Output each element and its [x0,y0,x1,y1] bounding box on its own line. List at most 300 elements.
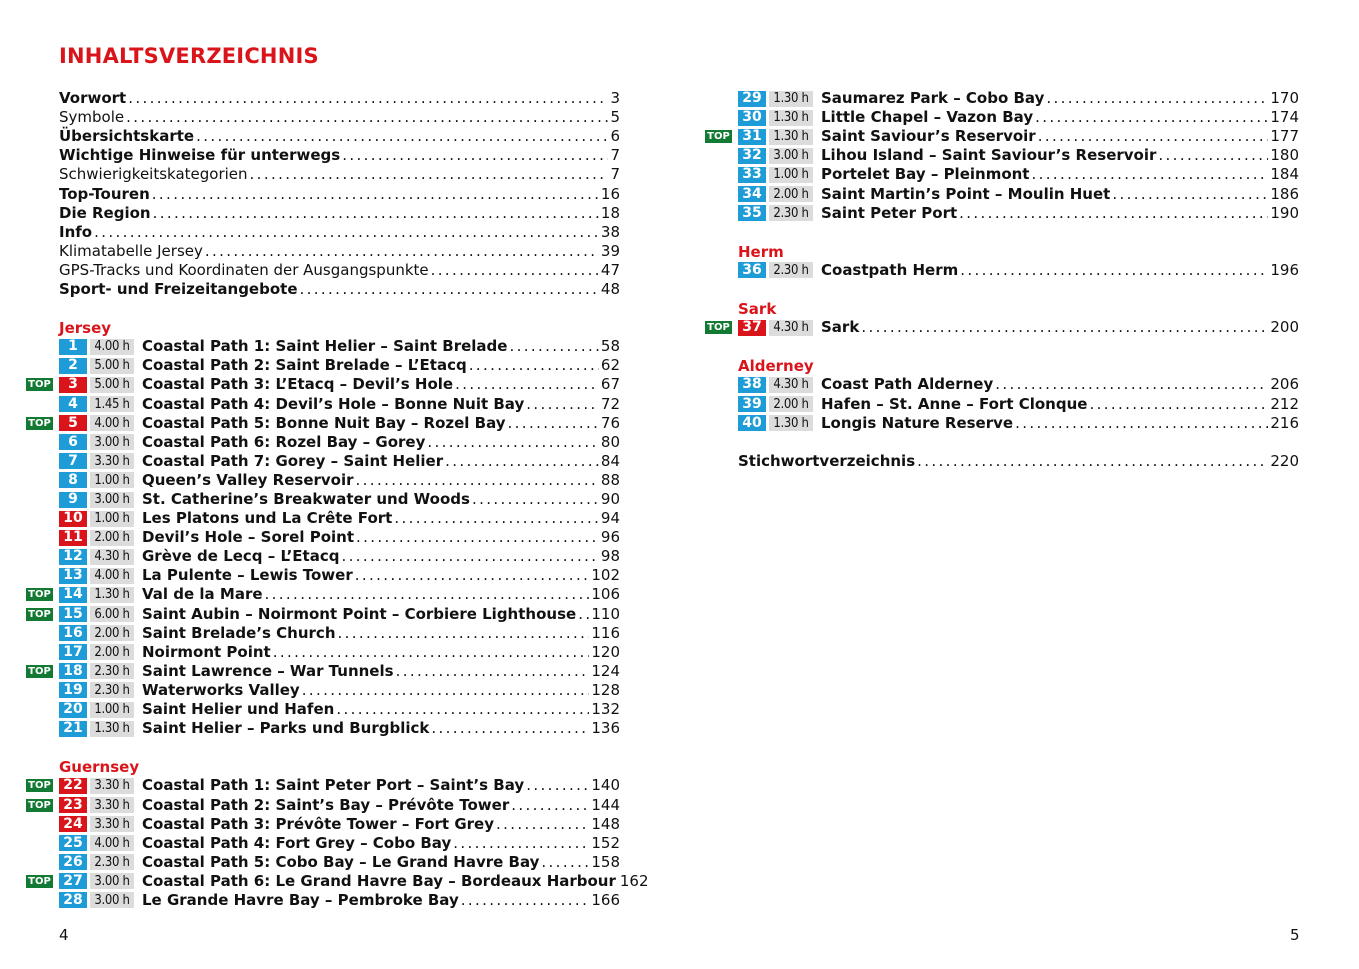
tour-page: 144 [591,795,620,814]
tour-title: Grève de Lecq – L’Etacq [142,547,340,566]
toc-entry-page: 6 [610,127,620,146]
tour-page: 116 [591,623,620,642]
tour-entry[interactable] [705,318,1299,337]
tour-page: 158 [591,852,620,871]
tour-page: 120 [591,642,620,661]
tour-number: 33 [738,167,766,183]
leader-dots [265,585,590,604]
toc-entry-title: Klimatabelle Jersey [59,241,203,260]
top-badge-placeholder [26,474,53,487]
toc-entry[interactable] [26,261,620,280]
tour-title: Val de la Mare [142,585,263,604]
tour-duration: 4.00 h [90,568,134,584]
tour-title: Coastpath Herm [821,260,959,279]
tour-entry[interactable] [26,871,649,891]
top-badge-placeholder [26,436,53,449]
tour-entry[interactable] [705,89,1299,108]
top-badge: TOP [26,588,53,601]
tour-duration: 1.30 h [769,110,813,126]
top-badge-placeholder [26,569,53,582]
tour-title: Sark [821,318,860,337]
leader-dots [861,318,1268,337]
tour-title: Waterworks Valley [142,680,300,699]
top-badge-placeholder [26,493,53,506]
leader-dots [152,185,599,204]
leader-dots [300,280,599,299]
tour-page: 88 [600,470,620,489]
page-number-left: 4 [59,926,69,944]
tour-title: Saint Helier – Parks und Burgblick [142,719,430,738]
tour-duration: 3.00 h [90,873,134,889]
tour-number: 23 [59,797,87,813]
tour-duration: 4.30 h [90,549,134,565]
leader-dots [302,681,590,700]
toc-entry-title: Wichtige Hinweise für unterwegs [59,146,341,165]
tour-number: 14 [59,587,87,603]
toc-entry-page: 5 [610,108,620,127]
tour-page: 67 [600,375,620,394]
tour-page: 90 [600,490,620,509]
tour-title: Saumarez Park – Cobo Bay [821,89,1045,108]
tour-entry[interactable] [26,528,620,547]
tour-entry[interactable] [26,834,620,853]
leader-dots [431,261,599,280]
tour-duration: 3.00 h [90,892,134,908]
tour-page: 96 [600,528,620,547]
tour-page: 177 [1270,127,1299,146]
leader-dots [1035,108,1268,127]
tour-duration: 1.30 h [769,415,813,431]
tour-title: Coastal Path 5: Cobo Bay – Le Grand Havre Bay [142,852,540,871]
toc-entry-page: 7 [610,165,620,184]
top-badge-placeholder [26,455,53,468]
leader-dots [526,776,589,795]
leader-dots [355,566,590,585]
leader-dots [356,471,599,490]
tour-number: 37 [738,320,766,336]
tour-page: 216 [1270,413,1299,432]
tour-page: 128 [591,680,620,699]
tour-title: Coastal Path 6: Rozel Bay – Gorey [142,432,426,451]
tour-number: 27 [59,873,87,889]
tour-entry[interactable] [705,165,1299,184]
top-badge: TOP [26,608,53,621]
section-heading-guernsey: Guernsey [59,758,140,777]
leader-dots [342,146,608,165]
leader-dots [917,452,1268,471]
spacer [26,299,620,318]
tour-title: Coast Path Alderney [821,375,994,394]
top-badge-placeholder [26,818,53,831]
leader-dots [427,433,599,452]
toc-entry-page: 48 [600,279,620,298]
top-badge-placeholder [26,627,53,640]
tour-duration: 2.00 h [90,530,134,546]
tour-entry[interactable] [26,795,620,814]
top-badge-placeholder [26,512,53,525]
tour-number: 25 [59,835,87,851]
tour-duration: 3.30 h [90,816,134,832]
tour-page: 162 [619,871,649,890]
tour-entry[interactable] [705,108,1299,127]
tour-duration: 5.00 h [90,377,134,393]
tour-entry[interactable] [705,395,1299,414]
toc-entry[interactable] [26,127,620,146]
section-heading-alderney: Alderney [738,357,814,376]
tour-entry[interactable] [705,184,1299,203]
leader-dots [496,815,589,834]
leader-dots [94,223,599,242]
tour-title: Le Grande Havre Bay – Pembroke Bay [142,890,459,909]
tour-page: 186 [1270,184,1299,203]
tour-page: 132 [591,700,620,719]
leader-dots [1031,165,1268,184]
tour-duration: 3.00 h [769,148,813,164]
tour-page: 84 [600,451,620,470]
tour-page: 206 [1270,375,1299,394]
top-badge: TOP [26,799,53,812]
tour-entry[interactable] [26,643,620,662]
tour-page: 136 [591,719,620,738]
page-title: INHALTSVERZEICHNIS [59,44,319,68]
top-badge-placeholder [26,359,53,372]
tour-number: 39 [738,396,766,412]
tour-duration: 2.00 h [769,186,813,202]
tour-title: Saint Saviour’s Reservoir [821,127,1036,146]
toc-entry-title: Symbole [59,108,125,127]
tour-page: 124 [591,661,620,680]
toc-entry-title: Übersichtskarte [59,127,195,146]
tour-number: 4 [59,396,87,412]
toc-entry[interactable] [26,184,620,203]
tour-title: Saint Aubin – Noirmont Point – Corbiere Lighthouse [142,604,577,623]
tour-entry[interactable] [26,375,620,394]
tour-duration: 2.30 h [769,205,813,221]
tour-entry[interactable] [26,815,620,834]
tour-page: 140 [591,776,620,795]
tour-entry[interactable] [26,509,620,528]
leader-dots [431,719,589,738]
tour-duration: 1.30 h [90,587,134,603]
tour-page: 212 [1270,394,1299,413]
top-badge-placeholder [26,550,53,563]
leader-dots [338,624,590,643]
tour-number: 32 [738,148,766,164]
leader-dots [250,165,609,184]
tour-page: 184 [1270,165,1299,184]
tour-entry[interactable] [705,414,1299,433]
tour-entry[interactable] [26,452,620,471]
leader-dots [336,700,589,719]
tour-number: 35 [738,205,766,221]
tour-duration: 2.00 h [769,396,813,412]
tour-number: 31 [738,129,766,145]
tour-page: 58 [600,337,620,356]
tour-entry[interactable] [26,585,620,604]
toc-entry-title: Stichwortverzeichnis [738,451,916,470]
tour-entry[interactable] [26,547,620,566]
tour-page: 190 [1270,203,1299,222]
toc-entry-title: Schwierigkeitskategorien [59,165,248,184]
tour-duration: 2.30 h [90,663,134,679]
tour-title: St. Catherine’s Breakwater und Woods [142,490,470,509]
tour-entry[interactable] [705,375,1299,394]
tour-entry[interactable] [26,605,620,624]
tour-number: 22 [59,778,87,794]
tour-title: Coastal Path 2: Saint Brelade – L’Etacq [142,356,467,375]
tour-duration: 1.30 h [90,721,134,737]
leader-dots [394,509,599,528]
leader-dots [461,891,590,910]
tour-duration: 1.00 h [90,472,134,488]
section-heading-herm: Herm [738,242,784,261]
leader-dots [205,242,599,261]
tour-entry[interactable] [26,395,620,414]
tour-number: 28 [59,892,87,908]
tour-number: 26 [59,854,87,870]
leader-dots [508,414,599,433]
tour-number: 30 [738,110,766,126]
toc-entry[interactable] [26,165,620,184]
leader-dots [1158,146,1268,165]
tour-number: 24 [59,816,87,832]
tour-entry[interactable] [26,337,620,356]
tour-duration: 2.00 h [90,644,134,660]
tour-page: 80 [600,432,620,451]
toc-left-column [26,89,649,910]
tour-number: 40 [738,415,766,431]
toc-entry-page: 3 [610,89,620,108]
tour-duration: 4.00 h [90,415,134,431]
tour-title: Les Platons und La Crête Fort [142,509,393,528]
tour-entry[interactable] [705,204,1299,223]
tour-page: 76 [600,413,620,432]
tour-title: Coastal Path 5: Bonne Nuit Bay – Rozel Bay [142,413,506,432]
tour-duration: 5.00 h [90,358,134,374]
tour-entry[interactable] [26,414,620,433]
tour-number: 18 [59,663,87,679]
tour-number: 19 [59,682,87,698]
tour-duration: 6.00 h [90,606,134,622]
toc-entry-title: Info [59,222,93,241]
tour-entry[interactable] [26,853,620,872]
toc-entry-page: 47 [600,260,620,279]
toc-entry[interactable] [26,242,620,261]
leader-dots [341,547,598,566]
toc-right-column [705,89,1299,471]
toc-entry-page: 16 [600,184,620,203]
tour-title: Noirmont Point [142,642,271,661]
tour-title: Coastal Path 3: Prévôte Tower – Fort Grey [142,814,494,833]
tour-number: 36 [738,262,766,278]
top-badge: TOP [26,665,53,678]
leader-dots [445,452,599,471]
tour-title: Coastal Path 4: Fort Grey – Cobo Bay [142,833,452,852]
tour-page: 72 [600,394,620,413]
top-badge-placeholder [705,378,732,391]
tour-number: 1 [59,339,87,355]
tour-title: Saint Helier und Hafen [142,700,335,719]
top-badge-placeholder [26,684,53,697]
leader-dots [153,204,599,223]
toc-entry[interactable] [26,89,620,108]
toc-entry-title: Vorwort [59,89,127,108]
toc-entry[interactable] [26,223,620,242]
toc-entry-page: 39 [600,241,620,260]
tour-entry[interactable] [26,490,620,509]
tour-page: 174 [1270,108,1299,127]
tour-title: Queen’s Valley Reservoir [142,470,354,489]
tour-entry[interactable] [26,356,620,375]
tour-entry[interactable] [26,891,620,910]
leader-dots [196,127,608,146]
tour-entry[interactable] [26,433,620,452]
top-badge-placeholder [26,340,53,353]
tour-page: 98 [600,547,620,566]
tour-page: 170 [1270,89,1299,108]
top-badge: TOP [26,875,53,888]
tour-entry[interactable] [705,261,1299,280]
tour-number: 16 [59,625,87,641]
tour-duration: 3.00 h [90,492,134,508]
toc-entry[interactable] [705,452,1299,471]
tour-title: Coastal Path 1: Saint Peter Port – Saint’s Bay [142,776,525,795]
leader-dots [509,337,598,356]
leader-dots [960,261,1268,280]
top-badge-placeholder [26,703,53,716]
leader-dots [1015,414,1268,433]
tour-page: 152 [591,833,620,852]
leader-dots [469,356,599,375]
top-badge-placeholder [705,188,732,201]
tour-number: 7 [59,453,87,469]
section-heading-jersey: Jersey [59,319,112,338]
tour-entry[interactable] [26,566,620,585]
top-badge-placeholder [705,149,732,162]
section-heading-sark: Sark [738,300,777,319]
tour-duration: 2.00 h [90,625,134,641]
tour-entry[interactable] [26,662,620,681]
tour-duration: 4.30 h [769,320,813,336]
leader-dots [396,662,590,681]
top-badge: TOP [26,779,53,792]
spacer [705,337,1299,356]
page-number-right: 5 [1290,926,1300,944]
leader-dots [1112,185,1268,204]
tour-duration: 1.30 h [769,129,813,145]
top-badge-placeholder [26,646,53,659]
tour-number: 8 [59,472,87,488]
toc-entry[interactable] [26,280,620,299]
tour-page: 106 [591,585,620,604]
spacer [705,280,1299,299]
top-badge-placeholder [705,398,732,411]
tour-entry[interactable] [26,624,620,643]
leader-dots [128,89,608,108]
tour-title: Saint Lawrence – War Tunnels [142,661,394,680]
tour-number: 12 [59,549,87,565]
leader-dots [273,643,590,662]
tour-page: 196 [1270,260,1299,279]
top-badge: TOP [705,130,732,143]
tour-number: 17 [59,644,87,660]
tour-entry[interactable] [705,127,1299,146]
toc-entry-page: 7 [610,146,620,165]
tour-title: Portelet Bay – Pleinmont [821,165,1030,184]
toc-entry-page: 18 [600,203,620,222]
tour-title: Longis Nature Reserve [821,413,1014,432]
tour-title: Coastal Path 7: Gorey – Saint Helier [142,451,444,470]
top-badge-placeholder [26,856,53,869]
toc-entry[interactable] [26,108,620,127]
tour-title: Hafen – St. Anne – Fort Clonque [821,394,1088,413]
tour-duration: 2.30 h [769,262,813,278]
top-badge-placeholder [26,531,53,544]
top-badge-placeholder [705,417,732,430]
tour-title: Coastal Path 3: L’Etacq – Devil’s Hole [142,375,454,394]
tour-title: Little Chapel – Vazon Bay [821,108,1034,127]
leader-dots [959,204,1268,223]
tour-number: 2 [59,358,87,374]
tour-title: Coastal Path 4: Devil’s Hole – Bonne Nuit Bay [142,394,525,413]
tour-duration: 3.30 h [90,453,134,469]
tour-entry[interactable] [705,146,1299,165]
toc-entry[interactable] [26,204,620,223]
tour-entry[interactable] [26,719,620,738]
tour-duration: 3.00 h [90,434,134,450]
tour-duration: 4.00 h [90,339,134,355]
top-badge: TOP [705,321,732,334]
tour-number: 20 [59,702,87,718]
leader-dots [1046,89,1268,108]
leader-dots [995,375,1268,394]
tour-entry[interactable] [26,471,620,490]
tour-title: Coastal Path 6: Le Grand Havre Bay – Bordeaux Harbour [142,871,616,890]
tour-title: Saint Martin’s Point – Moulin Huet [821,184,1111,203]
tour-title: Lihou Island – Saint Saviour’s Reservoir [821,146,1157,165]
leader-dots [1038,127,1269,146]
top-badge-placeholder [26,722,53,735]
leader-dots [455,375,599,394]
tour-entry[interactable] [26,776,620,795]
tour-page: 180 [1270,146,1299,165]
leader-dots [511,796,589,815]
tour-number: 6 [59,434,87,450]
tour-title: Coastal Path 1: Saint Helier – Saint Brelade [142,337,508,356]
toc-entry[interactable] [26,146,620,165]
spacer [705,433,1299,452]
tour-number: 29 [738,91,766,107]
tour-number: 34 [738,186,766,202]
toc-entry-page: 38 [600,222,620,241]
tour-page: 166 [591,890,620,909]
tour-title: La Pulente – Lewis Tower [142,566,353,585]
tour-title: Devil’s Hole – Sorel Point [142,528,354,547]
tour-duration: 1.45 h [90,396,134,412]
toc-entry-title: Die Region [59,203,151,222]
top-badge-placeholder [705,207,732,220]
tour-entry[interactable] [26,700,620,719]
tour-page: 110 [591,604,620,623]
tour-number: 15 [59,606,87,622]
tour-entry[interactable] [26,681,620,700]
leader-dots [541,853,589,872]
top-badge-placeholder [705,111,732,124]
top-badge-placeholder [26,398,53,411]
spacer [705,223,1299,242]
top-badge-placeholder [26,894,53,907]
tour-number: 9 [59,492,87,508]
